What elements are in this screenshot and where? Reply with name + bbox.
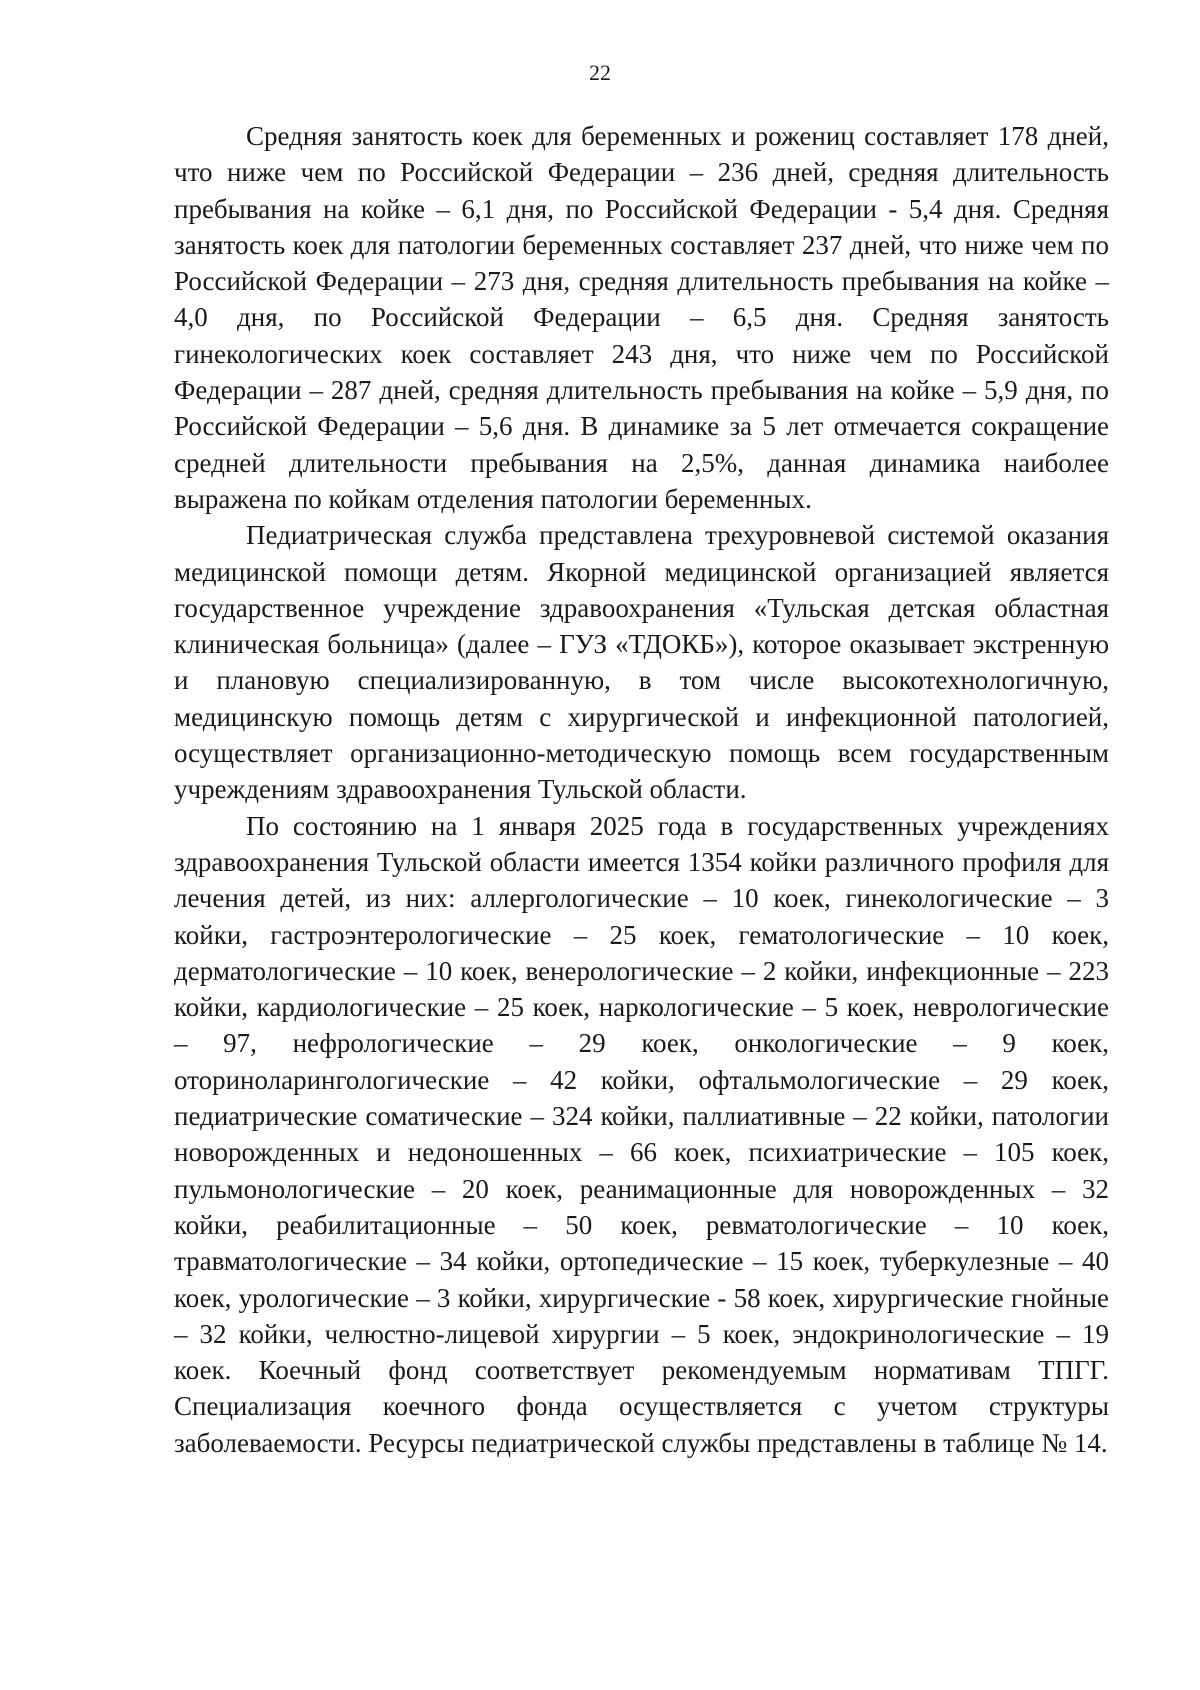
page-number: 22 [589,60,611,85]
paragraph-maternity-beds: Средняя занятость коек для беременных и рожениц составляет 178 дней, что ниже чем по Российской Федерации – 236 дней, средняя длительность пребывания на койке – 6,1 дня, по Российской Федерации - 5,4 дня. Средняя занятость коек для патологии беременных составляет 237 дней, что ниже чем по Российской Федерации – 273 дня, средняя длительность пребывания на койке – 4,0 дня, по Российской Федерации – 6,5 дня. Средняя занятость гинекологических коек составляет 243 дня, что ниже чем по Российской Федерации – 287 дней, средняя длительность пребывания на койке – 5,9 дня, по Российской Федерации – 5,6 дня. В динамике за 5 лет отмечается сокращение средней длительности пребывания на 2,5%, данная динамика наиболее выражена по койкам отделения патологии беременных. [174,121,1109,514]
body-text [174,118,1109,1461]
paragraph-pediatric-service: Педиатрическая служба представлена трехуровневой системой оказания медицинской помощи детям. Якорной медицинской организацией является государственное учреждение здравоохранения «Тульская детская областная клиническая больница» (далее – ГУЗ «ТДОКБ»), которое оказывает экстренную и плановую специализированную, в том числе высокотехнологичную, медицинскую помощь детям с хирургической и инфекционной патологией, осуществляет организационно-методическую помощь всем государственным учреждениям здравоохранения Тульской области. [174,520,1109,805]
paragraph-pediatric-beds: По состоянию на 1 января 2025 года в государственных учреждениях здравоохранения Тульской области имеется 1354 койки различного профиля для лечения детей, из них: аллергологические – 10 коек, гинекологические – 3 койки, гастроэнтерологические – 25 коек, гематологические – 10 коек, дерматологические – 10 коек, венерологические – 2 койки, инфекционные – 223 койки, кардиологические – 25 коек, наркологические – 5 коек, неврологические – 97, нефрологические – 29 коек, онкологические – 9 коек, оториноларингологические – 42 койки, офтальмологические – 29 коек, педиатрические соматические – 324 койки, паллиативные – 22 койки, патологии новорожденных и недоношенных – 66 коек, психиатрические – 105 коек, пульмонологические – 20 коек, реанимационные для новорожденных – 32 койки, реабилитационные – 50 коек, ревматологические – 10 коек, травматологические – 34 койки, ортопедические – 15 коек, туберкулезные – 40 коек, урологические – 3 койки, хирургические - 58 коек, хирургические гнойные – 32 койки, челюстно-лицевой хирургии – 5 коек, эндокринологические – 19 коек. Коечный фонд соответствует рекомендуемым нормативам ТПГГ. Специализация коечного фонда осуществляется с учетом структуры заболеваемости. Ресурсы педиатрической службы представлены в таблице № 14. [174,810,1109,1458]
